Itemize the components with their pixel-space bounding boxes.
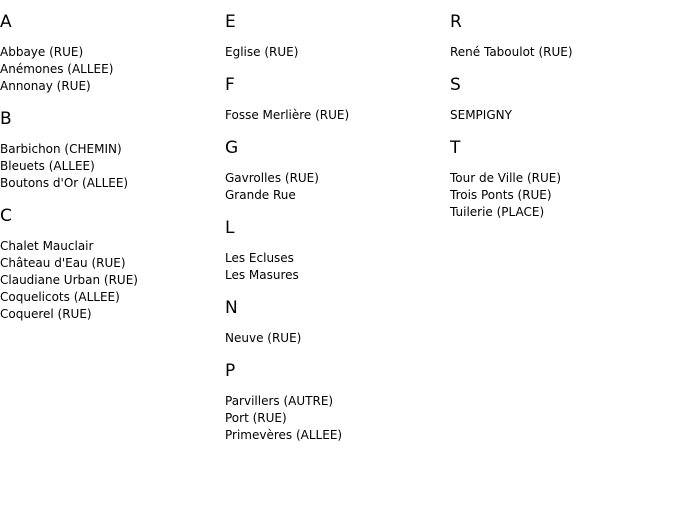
street-list: [450, 170, 670, 221]
letter-heading: N: [225, 298, 238, 318]
letter-heading: T: [450, 138, 461, 158]
street-link[interactable]: Gavrolles (RUE): [225, 171, 319, 185]
street-link[interactable]: Annonay (RUE): [0, 79, 91, 93]
street-list: [450, 107, 670, 124]
street-link[interactable]: Les Masures: [225, 268, 299, 282]
street-link[interactable]: Tuilerie (PLACE): [450, 205, 545, 219]
street-link[interactable]: Anémones (ALLEE): [0, 62, 114, 76]
street-link[interactable]: Barbichon (CHEMIN): [0, 142, 122, 156]
letter-section: [225, 296, 445, 347]
street-list: [0, 141, 220, 192]
letter-heading: A: [0, 12, 12, 32]
street-link[interactable]: Claudiane Urban (RUE): [0, 273, 138, 287]
letter-heading: R: [450, 12, 462, 32]
street-list: [225, 250, 445, 284]
letter-heading: P: [225, 361, 236, 381]
letter-section: [450, 136, 670, 221]
letter-section: [450, 10, 670, 61]
letter-heading: B: [0, 109, 12, 129]
street-list: [225, 44, 445, 61]
street-link[interactable]: Port (RUE): [225, 411, 287, 425]
street-link[interactable]: Coquerel (RUE): [0, 307, 92, 321]
street-list: [0, 44, 220, 95]
street-link[interactable]: Abbaye (RUE): [0, 45, 84, 59]
letter-section: [0, 10, 220, 95]
street-link[interactable]: Grande Rue: [225, 188, 296, 202]
letter-section: [225, 216, 445, 284]
street-link[interactable]: Les Ecluses: [225, 251, 294, 265]
street-column: [225, 10, 445, 456]
letter-section: [0, 107, 220, 192]
street-link[interactable]: Bleuets (ALLEE): [0, 159, 95, 173]
letter-section: [225, 73, 445, 124]
street-list: [225, 393, 445, 444]
street-link[interactable]: Eglise (RUE): [225, 45, 299, 59]
letter-heading: E: [225, 12, 236, 32]
street-link[interactable]: Coquelicots (ALLEE): [0, 290, 120, 304]
letter-heading: F: [225, 75, 235, 95]
street-link[interactable]: René Taboulot (RUE): [450, 45, 573, 59]
street-link[interactable]: Parvillers (AUTRE): [225, 394, 334, 408]
street-link[interactable]: Chalet Mauclair: [0, 239, 94, 253]
street-list: [225, 170, 445, 204]
street-link[interactable]: Tour de Ville (RUE): [450, 171, 562, 185]
street-list: [450, 44, 670, 61]
street-column: [0, 10, 220, 335]
street-link[interactable]: Primevères (ALLEE): [225, 428, 343, 442]
letter-heading: C: [0, 206, 12, 226]
letter-heading: L: [225, 218, 235, 238]
letter-section: [225, 136, 445, 204]
street-list: [225, 107, 445, 124]
letter-section: [225, 359, 445, 444]
street-column: [450, 10, 670, 233]
street-link[interactable]: Château d'Eau (RUE): [0, 256, 126, 270]
letter-heading: S: [450, 75, 461, 95]
letter-section: [225, 10, 445, 61]
letter-heading: G: [225, 138, 239, 158]
street-link[interactable]: Trois Ponts (RUE): [450, 188, 552, 202]
street-list: [0, 238, 220, 323]
letter-section: [450, 73, 670, 124]
street-list: [225, 330, 445, 347]
street-link[interactable]: Boutons d'Or (ALLEE): [0, 176, 129, 190]
street-link[interactable]: Neuve (RUE): [225, 331, 302, 345]
letter-section: [0, 204, 220, 323]
street-link[interactable]: Fosse Merlière (RUE): [225, 108, 350, 122]
street-link[interactable]: SEMPIGNY: [450, 108, 512, 122]
